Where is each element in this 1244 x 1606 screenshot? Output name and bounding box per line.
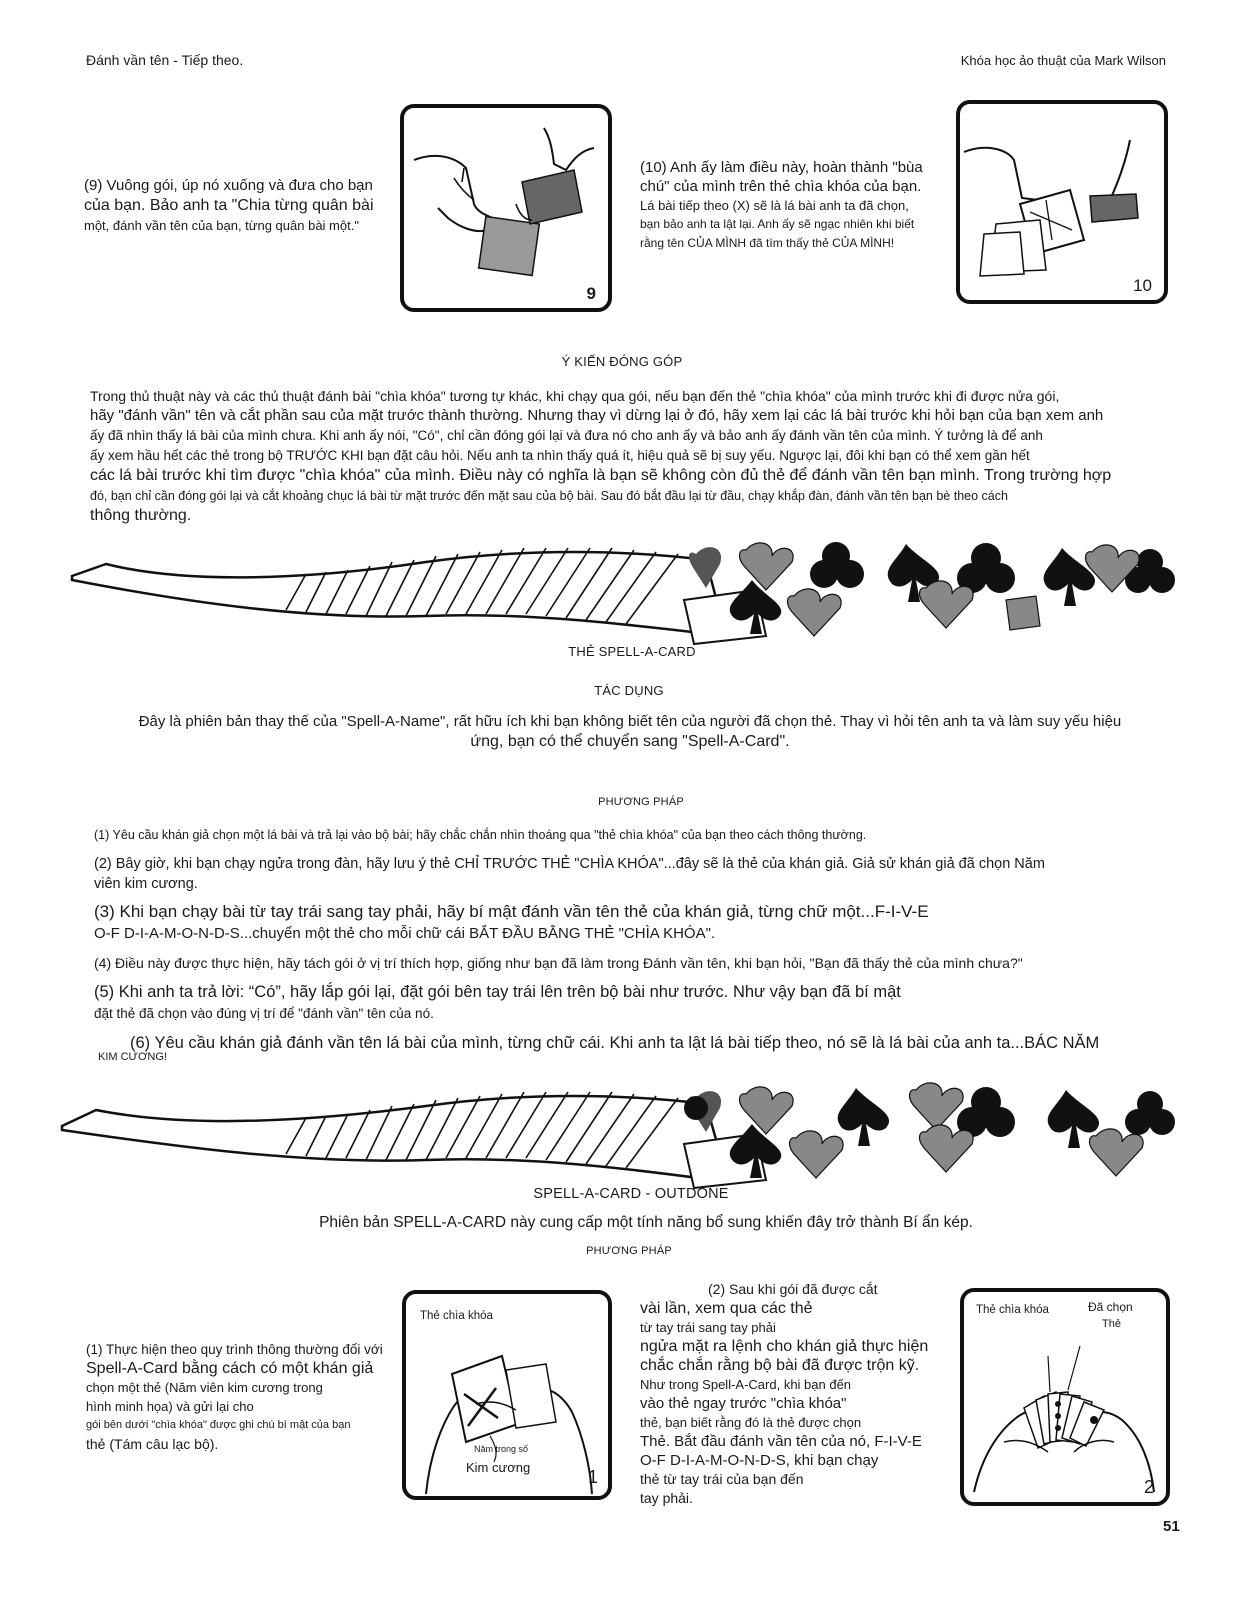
feedback-line: ấy xem hầu hết các thẻ trong bộ TRƯỚC KHI bạn đặt câu hỏi. Nếu anh ta nhìn thấy quá ít, hiệu quả sẽ bị suy yếu. Ngược lại, đôi khi bạn có thể xem gần hết bbox=[90, 448, 1030, 463]
step-6-line: KIM CƯƠNG! bbox=[98, 1051, 167, 1063]
step-3-line: (3) Khi bạn chạy bài từ tay trái sang tay phải, hãy bí mật đánh vần tên thẻ của khán giả, từng chữ một...F-I-V-E bbox=[94, 902, 929, 921]
step-2 bbox=[94, 854, 1174, 894]
feedback-line: đó, bạn chỉ cần đóng gói lại và cắt khoảng chục lá bài từ mặt trước đến mặt sau của bộ bài. Sau đó bắt đầu lại từ đầu, chạy khắp đàn, đánh vần tên bạn bè theo cách bbox=[90, 489, 1008, 503]
figure-outdone-2 bbox=[960, 1288, 1170, 1506]
card-fan-divider bbox=[66, 540, 1186, 652]
spell-a-card-title: THẺ SPELL-A-CARD bbox=[568, 644, 696, 659]
feedback-body bbox=[90, 386, 1170, 526]
feedback-heading: Ý KIẾN ĐÓNG GÓP bbox=[561, 354, 683, 369]
outdone-caption-1 bbox=[86, 1340, 396, 1454]
effect-body bbox=[100, 712, 1160, 752]
caption-2-line: thẻ từ tay trái của bạn đến bbox=[640, 1471, 804, 1487]
page-number: 51 bbox=[1163, 1518, 1180, 1535]
step-5-line: đặt thẻ đã chọn vào đúng vị trí để "đánh vần" tên của nó. bbox=[94, 1006, 434, 1021]
figure-10 bbox=[956, 100, 1168, 304]
caption-2-line: O-F D-I-A-M-O-N-D-S, khi bạn chạy bbox=[640, 1452, 879, 1469]
step-2-line: viên kim cương. bbox=[94, 876, 198, 892]
diamonds-label: Kim cương bbox=[466, 1460, 531, 1475]
feedback-line: hãy "đánh vần" tên và cắt phần sau của mặt trước thành thường. Nhưng thay vì dừng lại ở đó, hãy xem lại các lá bài trước khi hỏi bạn của bạn xem anh bbox=[90, 407, 1104, 424]
caption-1-line: hình minh họa) và gửi lại cho bbox=[86, 1399, 254, 1414]
method-heading: PHƯƠNG PHÁP bbox=[598, 796, 684, 808]
caption-1-line: (1) Thực hiện theo quy trình thông thường đối với bbox=[86, 1342, 383, 1357]
effect-line: Đây là phiên bản thay thế của "Spell-A-Name", rất hữu ích khi bạn không biết tên của người đã chọn thẻ. Thay vì hỏi tên anh ta và làm suy yếu hiệu bbox=[138, 713, 1122, 730]
figure-9 bbox=[400, 104, 612, 312]
caption-1-line: thẻ (Tám câu lạc bộ). bbox=[86, 1436, 219, 1452]
fig9-caption-line: một, đánh vần tên của bạn, từng quân bài một." bbox=[84, 218, 359, 233]
step-5-line: (5) Khi anh ta trả lời: “Có”, hãy lắp gói lại, đặt gói bên tay trái lên trên bộ bài như trước. Như vậy bạn đã bí mật bbox=[94, 983, 901, 1001]
step-3-line: O-F D-I-A-M-O-N-D-S...chuyển một thẻ cho mỗi chữ cái BẮT ĐẦU BẰNG THẺ "CHÌA KHÓA". bbox=[94, 925, 716, 942]
feedback-line: thông thường. bbox=[90, 507, 192, 524]
caption-2-line: thẻ, bạn biết rằng đó là thẻ được chọn bbox=[640, 1415, 862, 1430]
five-of-label: Năm trong số bbox=[474, 1444, 529, 1454]
fig10-caption bbox=[640, 158, 950, 253]
caption-2-line: vài lần, xem qua các thẻ bbox=[640, 1300, 813, 1317]
step-5 bbox=[94, 982, 1174, 1024]
course-title: Khóa học ảo thuật của Mark Wilson bbox=[960, 53, 1166, 68]
card-label: Thẻ bbox=[1102, 1318, 1121, 1330]
caption-2-line: vào thẻ ngay trước "chìa khóa" bbox=[640, 1395, 847, 1412]
hand-dealing-illustration bbox=[404, 108, 608, 308]
feedback-line: các lá bài trước khi tìm được "chìa khóa" của mình. Điều này có nghĩa là bạn sẽ không còn đủ thẻ để đánh vần tên bạn mình. Trong trường hợp bbox=[90, 467, 1112, 484]
caption-2-line: chắc chắn rằng bộ bài đã được trộn kỹ. bbox=[640, 1357, 920, 1374]
fig10-caption-line: Lá bài tiếp theo (X) sẽ là lá bài anh ta đã chọn, bbox=[640, 198, 909, 213]
caption-2-line: tay phải. bbox=[640, 1490, 693, 1506]
key-card-label: Thẻ chìa khóa bbox=[976, 1304, 1049, 1316]
fig10-caption-line: chú" của mình trên thẻ chìa khóa của bạn. bbox=[640, 178, 922, 195]
step-6 bbox=[98, 1034, 1188, 1063]
fig10-caption-line: bạn bảo anh ta lật lại. Anh ấy sẽ ngạc nhiên khi biết bbox=[640, 217, 915, 231]
caption-1-line: gói bên dưới "chìa khóa" được ghi chú bí mật của bạn bbox=[86, 1419, 351, 1431]
fig9-caption-line: của bạn. Bảo anh ta "Chia từng quân bài bbox=[84, 197, 374, 214]
caption-2-line: ngửa mặt ra lệnh cho khán giả thực hiện bbox=[640, 1338, 929, 1355]
caption-2-line: Thẻ. Bắt đầu đánh vần tên của nó, F-I-V-E bbox=[640, 1433, 922, 1450]
chosen-label: Đã chọn bbox=[1088, 1300, 1133, 1314]
fig9-caption-line: (9) Vuông gói, úp nó xuống và đưa cho bạn bbox=[84, 177, 373, 194]
cards-spread-illustration bbox=[960, 104, 1164, 300]
figure-number: 2 bbox=[1143, 1477, 1154, 1497]
caption-2-line: từ tay trái sang tay phải bbox=[640, 1320, 776, 1335]
feedback-line: ấy đã nhìn thấy lá bài của mình chưa. Khi anh ấy nói, "Có", chỉ cần đóng gói lại và đưa nó cho anh ấy và bảo anh ấy đánh vần tên của mình. Ý tưởng là để anh bbox=[90, 428, 1043, 443]
step-6-line: (6) Yêu cầu khán giả đánh vần tên lá bài của mình, từng chữ cái. Khi anh ta lật lá bài tiếp theo, nó sẽ là lá bài của anh ta...BÁC NĂM bbox=[130, 1034, 1100, 1052]
outdone-intro: Phiên bản SPELL-A-CARD này cung cấp một tính năng bổ sung khiến đây trở thành Bí ẩn kép. bbox=[319, 1214, 973, 1231]
figure-number: 1 bbox=[587, 1467, 598, 1487]
step-2-line: (2) Bây giờ, khi bạn chạy ngửa trong đàn, hãy lưu ý thẻ CHỈ TRƯỚC THẺ "CHÌA KHÓA"...đây sẽ là thẻ của khán giả. Giả sử khán giả đã chọn Năm bbox=[94, 856, 1045, 872]
effect-line: ứng, bạn có thể chuyển sang "Spell-A-Card". bbox=[470, 733, 790, 750]
caption-2-line: Như trong Spell-A-Card, khi bạn đến bbox=[640, 1377, 852, 1392]
caption-1-line: chọn một thẻ (Năm viên kim cương trong bbox=[86, 1380, 323, 1395]
caption-1-line: Spell-A-Card bằng cách có một khán giả bbox=[86, 1360, 374, 1377]
section-title: Đánh vần tên - Tiếp theo. bbox=[86, 52, 244, 68]
figure-outdone-1 bbox=[402, 1290, 612, 1500]
figure-number: 10 bbox=[1133, 276, 1152, 295]
figure-number: 9 bbox=[586, 284, 596, 303]
feedback-line: Trong thủ thuật này và các thủ thuật đánh bài "chìa khóa" tương tự khác, khi chạy qua gói, nếu bạn đến thẻ "chìa khóa" của mình trước khi đi được nửa gói, bbox=[90, 388, 1060, 404]
fig9-caption bbox=[84, 176, 404, 236]
effect-heading: TÁC DỤNG bbox=[594, 683, 664, 698]
fig10-caption-line: rằng tên CỦA MÌNH đã tìm thấy thẻ CỦA MÌNH! bbox=[640, 236, 895, 250]
step-3 bbox=[94, 901, 1174, 945]
hands-fanning-cards-illustration bbox=[964, 1292, 1166, 1502]
key-card-label: Thẻ chìa khóa bbox=[420, 1310, 493, 1322]
fig10-caption-line: (10) Anh ấy làm điều này, hoàn thành "bùa bbox=[640, 159, 923, 176]
caption-2-line: (2) Sau khi gói đã được cắt bbox=[708, 1281, 878, 1297]
step-4: (4) Điều này được thực hiện, hãy tách gói ở vị trí thích hợp, giống như bạn đã làm trong Đánh vần tên, khi bạn hỏi, "Bạn đã thấy thẻ của mình chưa?" bbox=[94, 955, 1023, 971]
outdone-caption-2 bbox=[640, 1280, 960, 1508]
outdone-title: SPELL-A-CARD - OUTDONE bbox=[533, 1186, 729, 1202]
step-1: (1) Yêu cầu khán giả chọn một lá bài và trả lại vào bộ bài; hãy chắc chắn nhìn thoáng qua "thẻ chìa khóa" của bạn theo cách thông thường. bbox=[94, 828, 867, 842]
card-fan-divider bbox=[56, 1080, 1186, 1196]
outdone-method-heading: PHƯƠNG PHÁP bbox=[586, 1245, 672, 1257]
